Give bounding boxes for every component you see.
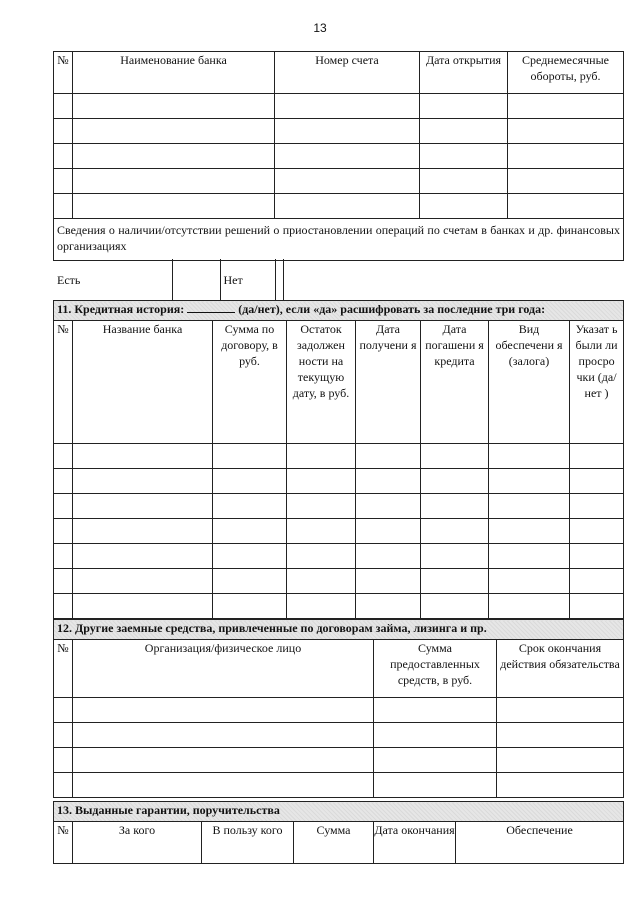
- col-open-date-header: Дата открытия: [420, 52, 508, 94]
- other-loans-header-row: [54, 640, 624, 698]
- yes-box[interactable]: [172, 259, 220, 301]
- credit-history-title: 11. Кредитная история: (да/нет), если «да» расшифровать за последние три года:: [54, 301, 624, 321]
- table-row: [54, 144, 624, 169]
- suspension-note: Сведения о наличии/отсутствии решений о приостановлении операций по счетам в банках и др. финансовых организациях: [54, 219, 624, 261]
- table-row: [54, 169, 624, 194]
- col-account-number-header: Номер счета: [275, 52, 420, 94]
- yes-label: Есть: [53, 259, 172, 301]
- col-provided-sum-header: Сумма предоставленных средств, в руб.: [374, 640, 497, 698]
- table-row: [54, 469, 624, 494]
- col-number-header: №: [54, 52, 73, 94]
- col-receipt-date-header: Дата получени я: [356, 321, 421, 444]
- table-row: [54, 119, 624, 144]
- table-row: [54, 748, 624, 773]
- table-row: [54, 569, 624, 594]
- col-monthly-turnover-header: Среднемесячные обороты, руб.: [508, 52, 624, 94]
- table-row: [54, 773, 624, 798]
- other-loans-table: [53, 619, 624, 798]
- col-bank-name-header: Название банка: [73, 321, 213, 444]
- table-row: [54, 519, 624, 544]
- col-repayment-date-header: Дата погашени я кредита: [421, 321, 489, 444]
- guarantees-title: 13. Выданные гарантии, поручительства: [54, 802, 624, 822]
- credit-history-header-row: [54, 321, 624, 444]
- col-bank-name-header: Наименование банка: [73, 52, 275, 94]
- credit-history-table: [53, 300, 624, 619]
- col-end-date-header: Дата окончания: [374, 822, 456, 864]
- col-overdue-header: Указат ь были ли просро чки (да/нет ): [570, 321, 624, 444]
- table-row: [54, 194, 624, 219]
- col-for-whom-header: За кого: [73, 822, 202, 864]
- table-row: [54, 444, 624, 469]
- bank-accounts-table: [53, 51, 624, 261]
- col-amount-header: Сумма: [294, 822, 374, 864]
- col-beneficiary-header: В пользу кого: [202, 822, 294, 864]
- table-row: [54, 94, 624, 119]
- bank-accounts-header-row: [54, 52, 624, 94]
- table-row: [54, 494, 624, 519]
- col-number-header: №: [54, 640, 73, 698]
- table-row: [54, 544, 624, 569]
- yes-no-row: [53, 259, 284, 301]
- table-row: [54, 723, 624, 748]
- no-label: Нет: [220, 259, 275, 301]
- col-debt-balance-header: Остаток задолжен ности на текущую дату, в руб.: [287, 321, 356, 444]
- guarantees-table: [53, 801, 624, 864]
- col-organization-header: Организация/физическое лицо: [73, 640, 374, 698]
- col-collateral-header: Вид обеспечени я (залога): [489, 321, 570, 444]
- col-number-header: №: [54, 321, 73, 444]
- page-number: 13: [313, 21, 327, 35]
- col-number-header: №: [54, 822, 73, 864]
- credit-history-answer-blank[interactable]: [187, 312, 235, 313]
- guarantees-header-row: [54, 822, 624, 864]
- table-row: [54, 594, 624, 619]
- table-row: [54, 698, 624, 723]
- other-loans-title: 12. Другие заемные средства, привлеченные по договорам займа, лизинга и пр.: [54, 620, 624, 640]
- col-security-header: Обеспечение: [456, 822, 624, 864]
- col-contract-sum-header: Сумма по договору, в руб.: [213, 321, 287, 444]
- col-obligation-end-header: Срок окончания действия обязательства: [497, 640, 624, 698]
- no-box[interactable]: [275, 259, 283, 301]
